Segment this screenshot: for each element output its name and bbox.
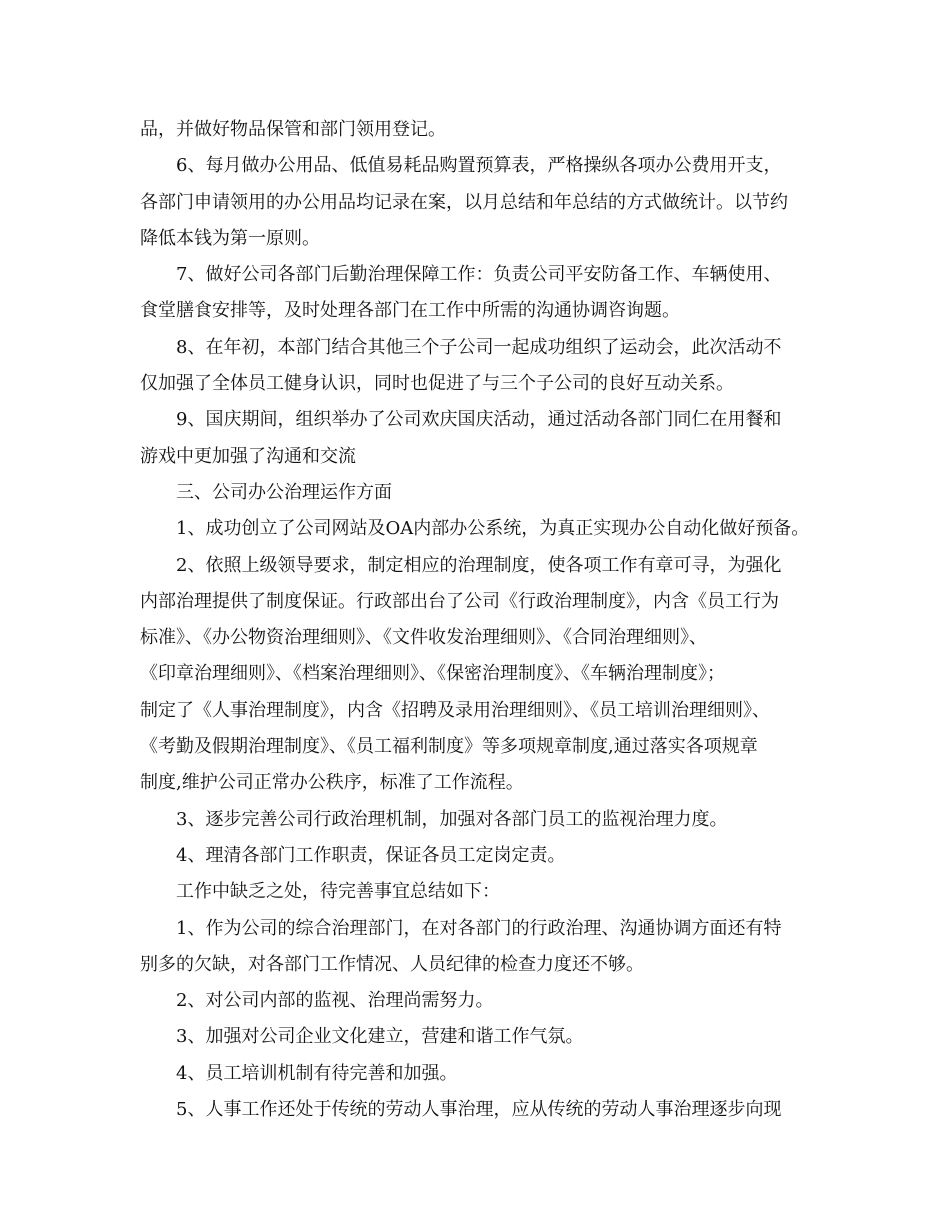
text-line: 4、理清各部门工作职责，保证各员工定岗定责。: [176, 844, 566, 866]
text-line: 内部治理提供了制度保证。行政部出台了公司《行政治理制度》，内含《员工行为: [140, 590, 779, 612]
text-line: 1、作为公司的综合治理部门，在对各部门的行政治理、沟通协调方面还有特: [176, 917, 782, 939]
text-line: 制度,维护公司正常办公秩序，标准了工作流程。: [140, 772, 524, 794]
text-line: 2、依照上级领导要求，制定相应的治理制度，使各项工作有章可寻，为强化: [176, 554, 782, 576]
text-line: 《考勤及假期治理制度》、《员工福利制度》等多项规章制度,通过落实各项规章: [140, 736, 758, 758]
document-body: [140, 112, 820, 1128]
text-line: 9、国庆期间，组织举办了公司欢庆国庆活动，通过活动各部门同仁在用餐和: [176, 409, 782, 431]
text-line: 游戏中更加强了沟通和交流: [140, 445, 356, 467]
text-line: 降低本钱为第一原则。: [140, 227, 320, 249]
section-heading: 工作中缺乏之处，待完善事宜总结如下：: [176, 881, 500, 903]
section-heading: 三、公司办公治理运作方面: [176, 481, 392, 503]
text-line: 3、加强对公司企业文化建立，营建和谐工作气氛。: [176, 1026, 584, 1048]
text-line: 各部门申请领用的办公用品均记录在案，以月总结和年总结的方式做统计。以节约: [140, 191, 788, 213]
text-line: 7、做好公司各部门后勤治理保障工作：负责公司平安防备工作、车辆使用、: [176, 264, 782, 286]
text-line: 标准》、《办公物资治理细则》、《文件收发治理细则》、《合同治理细则》、: [140, 627, 707, 649]
text-line: 品，并做好物品保管和部门领用登记。: [140, 119, 446, 140]
text-line: 4、员工培训机制有待完善和加强。: [176, 1062, 458, 1084]
text-line: 制定了《人事治理制度》，内含《招聘及录用治理细则》、《员工培训治理细则》、: [140, 699, 770, 721]
text-line: 6、每月做办公用品、低值易耗品购置预算表，严格操纵各项办公费用开支，: [176, 155, 782, 177]
text-line: 2、对公司内部的监视、治理尚需努力。: [176, 990, 494, 1012]
text-line: 仅加强了全体员工健身认识，同时也促进了与三个子公司的良好互动关系。: [140, 373, 734, 395]
text-line: 1、成功创立了公司网站及OA内部办公系统，为真正实现办公自动化做好预备。: [176, 518, 810, 540]
text-line: 食堂膳食安排等，及时处理各部门在工作中所需的沟通协调咨询题。: [140, 300, 680, 322]
text-line: 8、在年初，本部门结合其他三个子公司一起成功组织了运动会，此次活动不: [176, 336, 782, 358]
text-line: 《印章治理细则》、《档案治理细则》、《保密治理制度》、《车辆治理制度》；: [140, 663, 725, 685]
text-line: 3、逐步完善公司行政治理机制，加强对各部门员工的监视治理力度。: [176, 808, 728, 830]
text-line: 5、人事工作还处于传统的劳动人事治理，应从传统的劳动人事治理逐步向现: [176, 1099, 782, 1121]
text-line: 别多的欠缺，对各部门工作情况、人员纪律的检查力度还不够。: [140, 953, 644, 975]
